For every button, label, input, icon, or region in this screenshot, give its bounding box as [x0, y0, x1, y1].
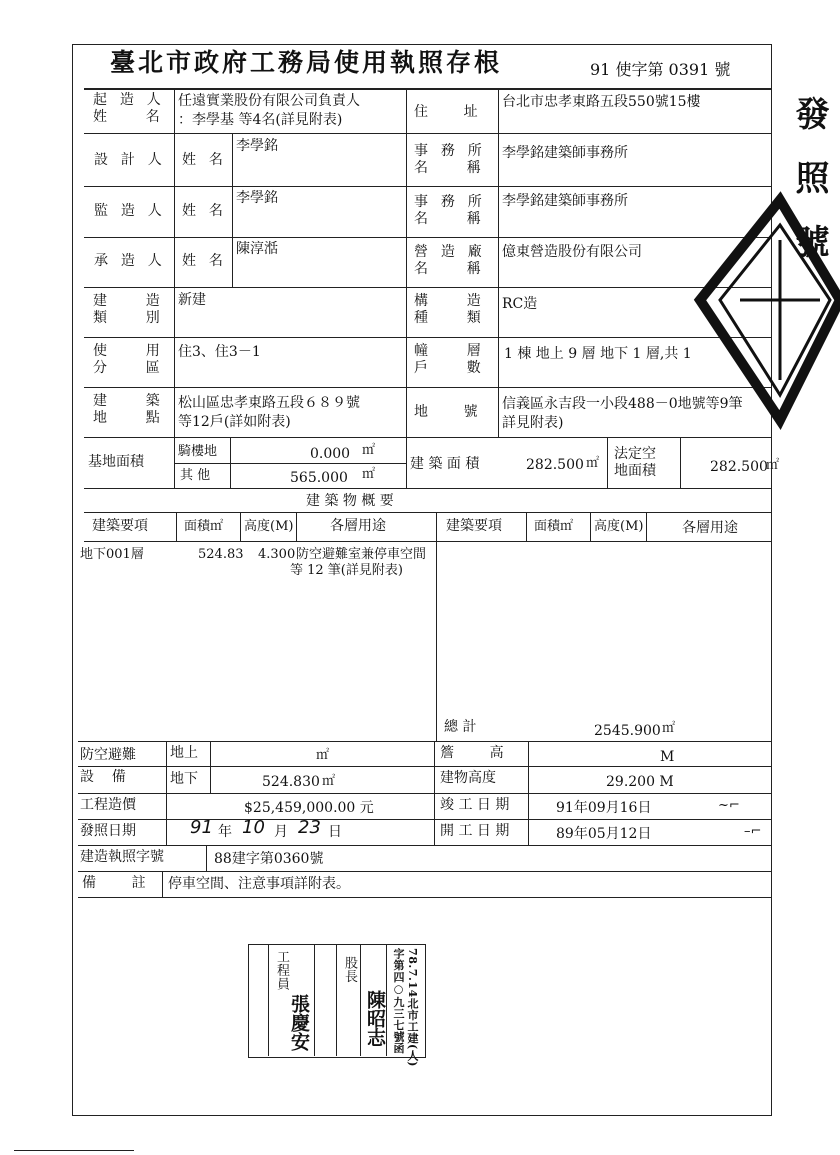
- other-label: 其 他: [180, 468, 211, 483]
- completion-initial: ~⌐: [718, 798, 740, 813]
- supervisor-office-label: 事 務 所 名 稱: [414, 194, 486, 227]
- summary-col-use-right: 各層用途: [682, 520, 738, 536]
- location-value-line1: 松山區忠孝東路五段６８９號: [178, 395, 360, 411]
- row-divider: [78, 871, 772, 872]
- row-divider: [78, 741, 772, 742]
- start-date-value: 89年05月12日: [556, 826, 652, 842]
- eaves-value: M: [660, 749, 675, 765]
- shelter-below-label: 地下: [170, 771, 198, 787]
- row-divider: [84, 488, 772, 489]
- floors-value: 1 棟 地上 9 層 地下 1 層,共 1: [504, 346, 692, 362]
- row-divider: [84, 541, 772, 542]
- building-height-label: 建物高度: [440, 770, 496, 786]
- row-divider: [78, 766, 772, 767]
- row-divider: [84, 287, 772, 288]
- col-divider: [498, 88, 499, 437]
- shelter-below-value: 524.830: [262, 774, 320, 790]
- shelter-label: 防空避難 設 備: [80, 747, 136, 785]
- summary-col-height-right: 高度(M): [594, 519, 644, 534]
- col-divider: [230, 437, 231, 488]
- col-divider: [232, 133, 233, 287]
- arcade-label: 騎樓地: [178, 444, 218, 459]
- col-divider: [162, 871, 163, 897]
- lot-value-line2: 詳見附表): [502, 415, 564, 431]
- applicant-value-line2: ：李學基 等4名(詳見附表): [178, 112, 343, 128]
- issue-year: 91: [190, 817, 213, 838]
- summary-title: 建 築 物 概 要: [306, 493, 394, 509]
- row-divider: [78, 819, 772, 820]
- summary-col-area-right: 面積㎡: [534, 519, 574, 534]
- zoning-value: 住3、住3－1: [178, 344, 261, 360]
- building-area-value: 282.500: [526, 457, 584, 473]
- structure-value: RC造: [502, 296, 538, 312]
- col-divider: [166, 741, 167, 845]
- lot-label: 地 號: [414, 404, 478, 420]
- designer-name-label: 姓 名: [182, 152, 228, 168]
- other-value: 565.000: [290, 470, 348, 486]
- diamond-seal: [680, 180, 840, 440]
- stamp-divider: [336, 944, 337, 1056]
- summary-col-item-right: 建築要項: [446, 518, 502, 534]
- legal-open-value: 282.500: [710, 459, 768, 475]
- summary-row1-use-line2: 等 12 筆(詳見附表): [290, 563, 403, 578]
- applicant-label: 起 造 人 姓 名: [93, 92, 165, 125]
- col-divider: [406, 88, 407, 488]
- cost-value: $25,459,000.00 元: [244, 800, 374, 816]
- issue-month: 10: [242, 817, 265, 838]
- col-divider: [590, 512, 591, 541]
- floors-label: 幢 層 戶 數: [414, 343, 486, 376]
- row-divider: [78, 845, 772, 846]
- col-divider: [607, 437, 608, 488]
- supervisor-name-label: 姓 名: [182, 203, 228, 219]
- col-divider: [436, 512, 437, 741]
- row-divider: [84, 133, 772, 134]
- contractor-name-value: 陳淳湉: [236, 241, 278, 257]
- summary-row1-item: 地下001層: [80, 547, 144, 562]
- address-label: 住 址: [414, 104, 478, 120]
- col-divider: [434, 819, 435, 845]
- stamp-regulation-line2: 字第四○九三七號函: [392, 948, 405, 1054]
- structure-label: 構 造 種 類: [414, 293, 486, 326]
- row-divider: [174, 463, 406, 464]
- completion-label: 竣 工 日 期: [440, 797, 510, 813]
- location-value-line2: 等12戶(詳如附表): [178, 414, 291, 430]
- row-divider: [84, 512, 772, 513]
- footer-rule: [14, 1150, 134, 1151]
- summary-total-value: 2545.900: [594, 723, 661, 739]
- arcade-unit: ㎡: [362, 443, 376, 458]
- summary-row1-area: 524.83: [198, 547, 244, 562]
- stamp-title-engineer: 工程員: [274, 950, 289, 991]
- build-type-value: 新建: [178, 292, 206, 308]
- supervisor-role-label: 監 造 人: [94, 203, 166, 219]
- contractor-office-label: 營 造 廠 名 稱: [414, 244, 486, 277]
- stamp-engineer-name: 張慶安: [288, 994, 310, 1051]
- shelter-below-unit: ㎡: [322, 774, 336, 789]
- col-divider: [176, 512, 177, 541]
- col-divider: [646, 512, 647, 541]
- start-date-label: 開 工 日 期: [440, 823, 510, 839]
- zoning-label: 使 用 分 區: [93, 343, 165, 376]
- col-divider: [240, 512, 241, 541]
- legal-open-unit: ㎡: [766, 458, 780, 473]
- issue-month-char: 月: [274, 824, 288, 840]
- col-divider: [680, 437, 681, 488]
- designer-role-label: 設 計 人: [94, 152, 166, 168]
- designer-office-value: 李學銘建築師事務所: [502, 145, 628, 161]
- permit-number: 91 使字第 0391 號: [590, 60, 731, 79]
- row-divider: [84, 186, 772, 187]
- contractor-name-label: 姓 名: [182, 253, 228, 269]
- row-divider: [84, 387, 772, 388]
- contractor-role-label: 承 造 人: [94, 253, 166, 269]
- row-divider: [84, 437, 772, 438]
- row-divider: [78, 897, 772, 898]
- row-divider: [84, 337, 772, 338]
- build-type-label: 建 造 類 別: [93, 293, 165, 326]
- supervisor-office-value: 李學銘建築師事務所: [502, 193, 628, 209]
- col-divider: [296, 512, 297, 541]
- remarks-label: 備 註: [82, 875, 146, 891]
- address-value: 台北市忠孝東路五段550號15樓: [502, 94, 701, 110]
- issue-date-label: 發照日期: [80, 823, 136, 839]
- stamp-title-chief: 股長: [342, 956, 357, 984]
- cost-label: 工程造價: [80, 797, 136, 813]
- other-unit: ㎡: [362, 467, 376, 482]
- base-area-label: 基地面積: [88, 454, 144, 470]
- row-divider: [78, 793, 772, 794]
- summary-col-use: 各層用途: [330, 518, 386, 534]
- summary-row1-height: 4.300: [258, 547, 296, 562]
- building-height-value: 29.200 M: [606, 774, 674, 790]
- shelter-above-unit: ㎡: [316, 748, 330, 763]
- col-divider: [174, 88, 175, 488]
- completion-value: 91年09月16日: [556, 800, 652, 816]
- summary-total-unit: ㎡: [662, 721, 676, 736]
- building-area-label: 建 築 面 積: [410, 456, 480, 472]
- applicant-value-line1: 任遠實業股份有限公司負責人: [178, 93, 360, 109]
- shelter-above-label: 地上: [170, 745, 198, 761]
- stamp-divider: [314, 944, 315, 1056]
- build-permit-label: 建造執照字號: [80, 849, 164, 865]
- document-title: 臺北市政府工務局使用執照存根: [110, 48, 503, 77]
- summary-col-area: 面積㎡: [184, 519, 224, 534]
- summary-total-label: 總 計: [444, 719, 477, 735]
- legal-open-label: 法定空 地面積: [614, 446, 656, 479]
- col-divider: [528, 741, 529, 845]
- stamp-chief-name: 陳昭志: [364, 990, 386, 1047]
- row-divider: [84, 237, 772, 238]
- start-initial: –⌐: [744, 824, 762, 839]
- stamp-regulation-line1: 78.7.14北市工建(人): [406, 948, 419, 1068]
- designer-office-label: 事 務 所 名 稱: [414, 143, 486, 176]
- issue-day-char: 日: [328, 824, 342, 840]
- summary-col-height: 高度(M): [244, 519, 294, 534]
- summary-col-item: 建築要項: [92, 518, 148, 534]
- issue-day: 23: [298, 817, 321, 838]
- header-divider: [84, 88, 772, 90]
- margin-column-text: 發照號: [789, 96, 829, 288]
- issue-year-char: 年: [218, 824, 232, 840]
- summary-row1-use-line1: 防空避難室兼停車空間: [296, 547, 427, 562]
- stamp-divider: [268, 944, 269, 1056]
- col-divider: [206, 845, 207, 871]
- contractor-office-value: 億東營造股份有限公司: [502, 244, 642, 260]
- remarks-value: 停車空間、注意事項詳附表。: [168, 876, 350, 892]
- building-area-unit: ㎡: [586, 456, 600, 471]
- arcade-value: 0.000: [310, 446, 351, 462]
- build-permit-value: 88建字第0360號: [214, 851, 324, 867]
- col-divider: [210, 741, 211, 793]
- supervisor-name-value: 李學銘: [236, 190, 278, 206]
- designer-name-value: 李學銘: [236, 138, 278, 154]
- lot-value-line1: 信義區永吉段一小段488－0地號等9筆: [502, 396, 743, 412]
- location-label: 建 築 地 點: [93, 393, 165, 426]
- eaves-label: 簷 高: [440, 745, 504, 761]
- col-divider: [526, 512, 527, 541]
